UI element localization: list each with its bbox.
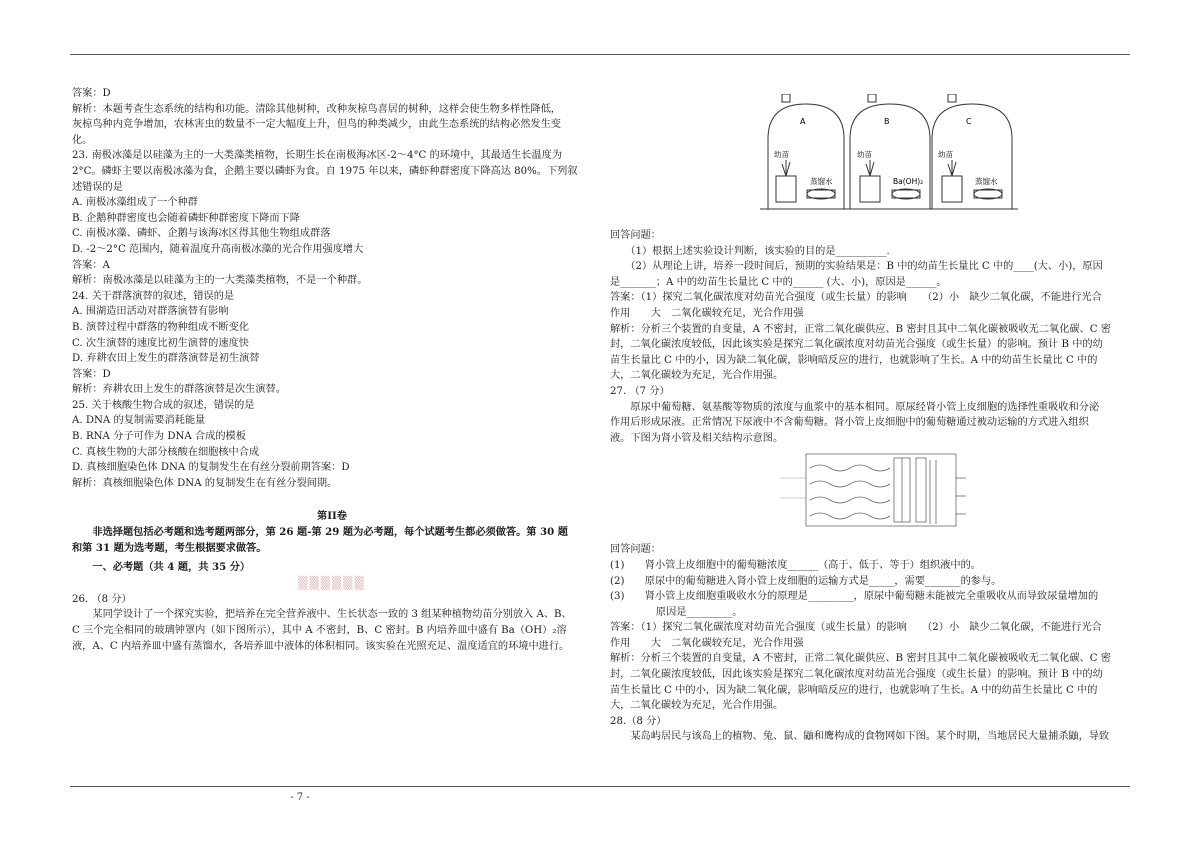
q26-question-2: （2）从理论上讲，培养一段时间后，预期的实验结果是：B 中的幼苗生长量比 C 中的____(大、小)，原因 — [625, 261, 1103, 273]
watermark: ▒▒▒▒▒▒ — [298, 575, 366, 590]
q24-stem: 24. 关于群落演替的叙述，错误的是 — [72, 290, 235, 302]
jar-a-water-label: 蒸馏水 — [810, 177, 833, 186]
q26-stem: C 三个完全相同的玻璃钟罩内（如下图所示），其中 A 不密封，B、C 密封。B 内培养皿中盛有 Ba（OH）₂溶 — [72, 625, 567, 636]
q26-question-1: （1）根据上述实验设计判断，该实验的目的是__________. — [625, 245, 890, 257]
q27-header: 27. （7 分） — [610, 385, 670, 397]
section-title: 一、必考题（共 4 题，共 35 分） — [92, 561, 251, 574]
q26-prompt: 回答问题： — [610, 230, 661, 241]
q27-question-2: (2) 原尿中的葡萄糖进入肾小管上皮细胞的运输方式是_____，需要_______的参与。 — [610, 575, 1002, 587]
kidney-tubule-diagram — [610, 448, 1130, 536]
q26-analysis: 苗生长量比 C 中的小，因为缺二氧化碳，影响暗反应的进行，也就影响了生长。A 中的幼苗生长量比 C 中的 — [610, 354, 1098, 366]
q22-analysis-line: 解析：本题考查生态系统的结构和功能。清除其他树种，改种灰椋鸟喜居的树种，这样会使生物多样性降低， — [72, 103, 561, 115]
q22-analysis-line: 灰椋鸟种内竞争增加，农林害虫的数量不一定大幅度上升，但鸟的种类减少，由此生态系统的结构必然发生变 — [72, 119, 561, 131]
q25-option-d: D. 真核细胞染色体 DNA 的复制发生在有丝分裂前期答案：D — [72, 462, 350, 474]
q28-header: 28.（8 分） — [610, 715, 667, 727]
q26-analysis: 解析：分析三个装置的自变量，A 不密封，正常二氧化碳供应、B 密封且其中二氧化碳被吸收无二氧化碳、C 密 — [610, 323, 1111, 335]
q23-stem: 述错误的是 — [72, 181, 123, 193]
q23-option-c: C. 南极冰藻、磷虾、企鹅与该海冰区得其他生物组成群落 — [72, 228, 331, 240]
q27-stem: 原尿中葡萄糖、氨基酸等物质的浓度与血浆中的基本相同。原尿经肾小管上皮细胞的选择性重吸收和分泌 — [630, 401, 1100, 413]
q25-option-c: C. 真核生物的大部分核酸在细胞核中合成 — [72, 446, 260, 458]
jar-b-baoh-label: Ba(OH)₂ — [893, 177, 924, 186]
q27-analysis: 封，二氧化碳浓度较低，因此该实验是探究二氧化碳浓度对幼苗光合强度（或生长量）的影响。预计 B 中的幼 — [610, 669, 1103, 681]
jar-b-seedling-label: 幼苗 — [857, 150, 872, 159]
kidney-tubule-figure — [610, 448, 1130, 538]
header-rule — [70, 54, 1130, 55]
q22-analysis-line: 化。 — [72, 134, 93, 146]
q23-option-a: A. 南极冰藻组成了一个种群 — [72, 197, 198, 209]
q27-answer: 作用 大 二氧化碳较充足，光合作用强 — [610, 637, 804, 649]
q27-stem: 作用后形成尿液。正常情况下尿液中不含葡萄糖。肾小管上皮细胞中的葡萄糖通过被动运输的方式进入组织 — [610, 417, 1089, 429]
jar-c-label: C — [966, 117, 972, 126]
q27-question-3: (3) 肾小管上皮细胞重吸收水分的原理是_________，原尿中葡萄糖未能被完全重吸收从而导致尿量增加的 — [610, 591, 1099, 603]
q23-stem: 23. 南极冰藻是以硅藻为主的一大类藻类植物，长期生长在南极海冰区-2～4°C 的环境中，其最适生长温度为 — [72, 150, 563, 162]
q26-analysis: 封，二氧化碳浓度较低，因此该实验是探究二氧化碳浓度对幼苗光合强度（或生长量）的影响。预计 B 中的幼 — [610, 339, 1103, 351]
jar-a-seedling-label: 幼苗 — [774, 150, 789, 159]
q26-stem: 某同学设计了一个探究实验，把培养在完全营养液中、生长状态一致的 3 组某种植物幼苗分别放入 A、B、 — [92, 609, 572, 621]
q23-option-b: B. 企鹅种群密度也会随着磷虾种群密度下降而下降 — [72, 212, 300, 224]
q24-option-b: B. 演替过程中群落的物种组成不断变化 — [72, 321, 249, 333]
page-number: - 7 - — [290, 792, 310, 803]
q28-stem: 某岛屿居民与该岛上的植物、兔、鼠、鼬和鹰构成的食物网如下图。某个时期，当地居民大量捕杀鼬，导致 — [630, 731, 1110, 743]
q23-option-d: D. -2～2°C 范围内，随着温度升高南极冰藻的光合作用强度增大 — [72, 243, 364, 255]
q24-option-a: A. 围湖造田活动对群落演替有影响 — [72, 306, 229, 318]
q27-analysis: 解析：分析三个装置的自变量，A 不密封，正常二氧化碳供应、B 密封且其中二氧化碳被吸收无二氧化碳、C 密 — [610, 653, 1111, 665]
q24-analysis: 解析：弃耕农田上发生的群落演替是次生演替。 — [72, 384, 286, 396]
right-column — [610, 92, 1130, 745]
q27-question-3: 原因是_________。 — [655, 606, 743, 618]
q23-answer: 答案：A — [72, 259, 110, 271]
q24-answer: 答案：D — [72, 368, 111, 380]
q26-question-2: 是_______；A 中的幼苗生长量比 C 中的______ (大、小)，原因是______。 — [610, 276, 947, 288]
jar-b-label: B — [884, 117, 890, 126]
jar-a-label: A — [800, 117, 806, 126]
q27-analysis: 苗生长量比 C 中的小，因为缺二氧化碳，影响暗反应的进行，也就影响了生长。A 中的幼苗生长量比 C 中的 — [610, 684, 1098, 696]
q26-analysis: 大，二氧化碳较为充足，光合作用强。 — [610, 370, 784, 382]
q27-prompt: 回答问题： — [610, 544, 661, 556]
part-two-intro: 和第 31 题为选考题，考生根据要求做答。 — [72, 541, 267, 554]
left-column — [72, 86, 592, 654]
part-two-intro: 非选择题包括必考题和选考题两部分，第 26 题-第 29 题为必考题，每个试题考生都必须做答。第 30 题 — [92, 526, 568, 539]
q24-option-d: D. 弃耕农田上发生的群落演替是初生演替 — [72, 353, 260, 365]
q25-stem: 25. 关于核酸生物合成的叙述，错误的是 — [72, 399, 255, 411]
q26-answer: 答案：（1）探究二氧化碳浓度对幼苗光合强度（或生长量）的影响 （2）小 缺少二氧化碳，不能进行光合 — [610, 292, 1102, 304]
q25-analysis: 解析：真核细胞染色体 DNA 的复制发生在有丝分裂间期。 — [72, 477, 338, 489]
q23-analysis: 解析：南极冰藻是以硅藻为主的一大类藻类植物，不是一个种群。 — [72, 275, 368, 287]
q23-stem: 2°C。磷虾主要以南极冰藻为食，企鹅主要以磷虾为食。自 1975 年以来，磷虾种群密度下降高达 80%。下列叙 — [72, 165, 578, 177]
q27-answer: 答案：（1）探究二氧化碳浓度对幼苗光合强度（或生长量）的影响 （2）小 缺少二氧化碳，不能进行光合 — [610, 622, 1102, 634]
q22-answer: 答案：D — [72, 88, 111, 99]
q25-option-b: B. RNA 分子可作为 DNA 合成的模板 — [72, 431, 246, 443]
bell-jar-diagram — [610, 94, 1130, 224]
bell-jar-figure — [610, 94, 1130, 224]
q26-answer: 作用 大 二氧化碳较充足，光合作用强 — [610, 307, 804, 319]
q27-stem: 液。下图为肾小管及相关结构示意图。 — [610, 432, 784, 444]
q26-header: 26. （8 分） — [72, 593, 132, 605]
q25-option-a: A. DNA 的复制需要消耗能量 — [72, 415, 206, 427]
q26-stem: 液，A、C 内培养皿中盛有蒸馏水，各培养皿中液体的体积相同。该实验在光照充足、温度适宜的环境中进行。 — [72, 640, 570, 652]
jar-c-seedling-label: 幼苗 — [938, 150, 953, 159]
part-two-title: 第II卷 — [317, 510, 347, 523]
footer-rule — [70, 786, 1130, 787]
q24-option-c: C. 次生演替的速度比初生演替的速度快 — [72, 337, 249, 349]
jar-c-water-label: 蒸馏水 — [975, 177, 998, 186]
q27-analysis: 大，二氧化碳较为充足，光合作用强。 — [610, 700, 784, 712]
q27-question-1: (1) 肾小管上皮细胞中的葡萄糖浓度______（高于、低于、等于）组织液中的。 — [610, 559, 981, 571]
